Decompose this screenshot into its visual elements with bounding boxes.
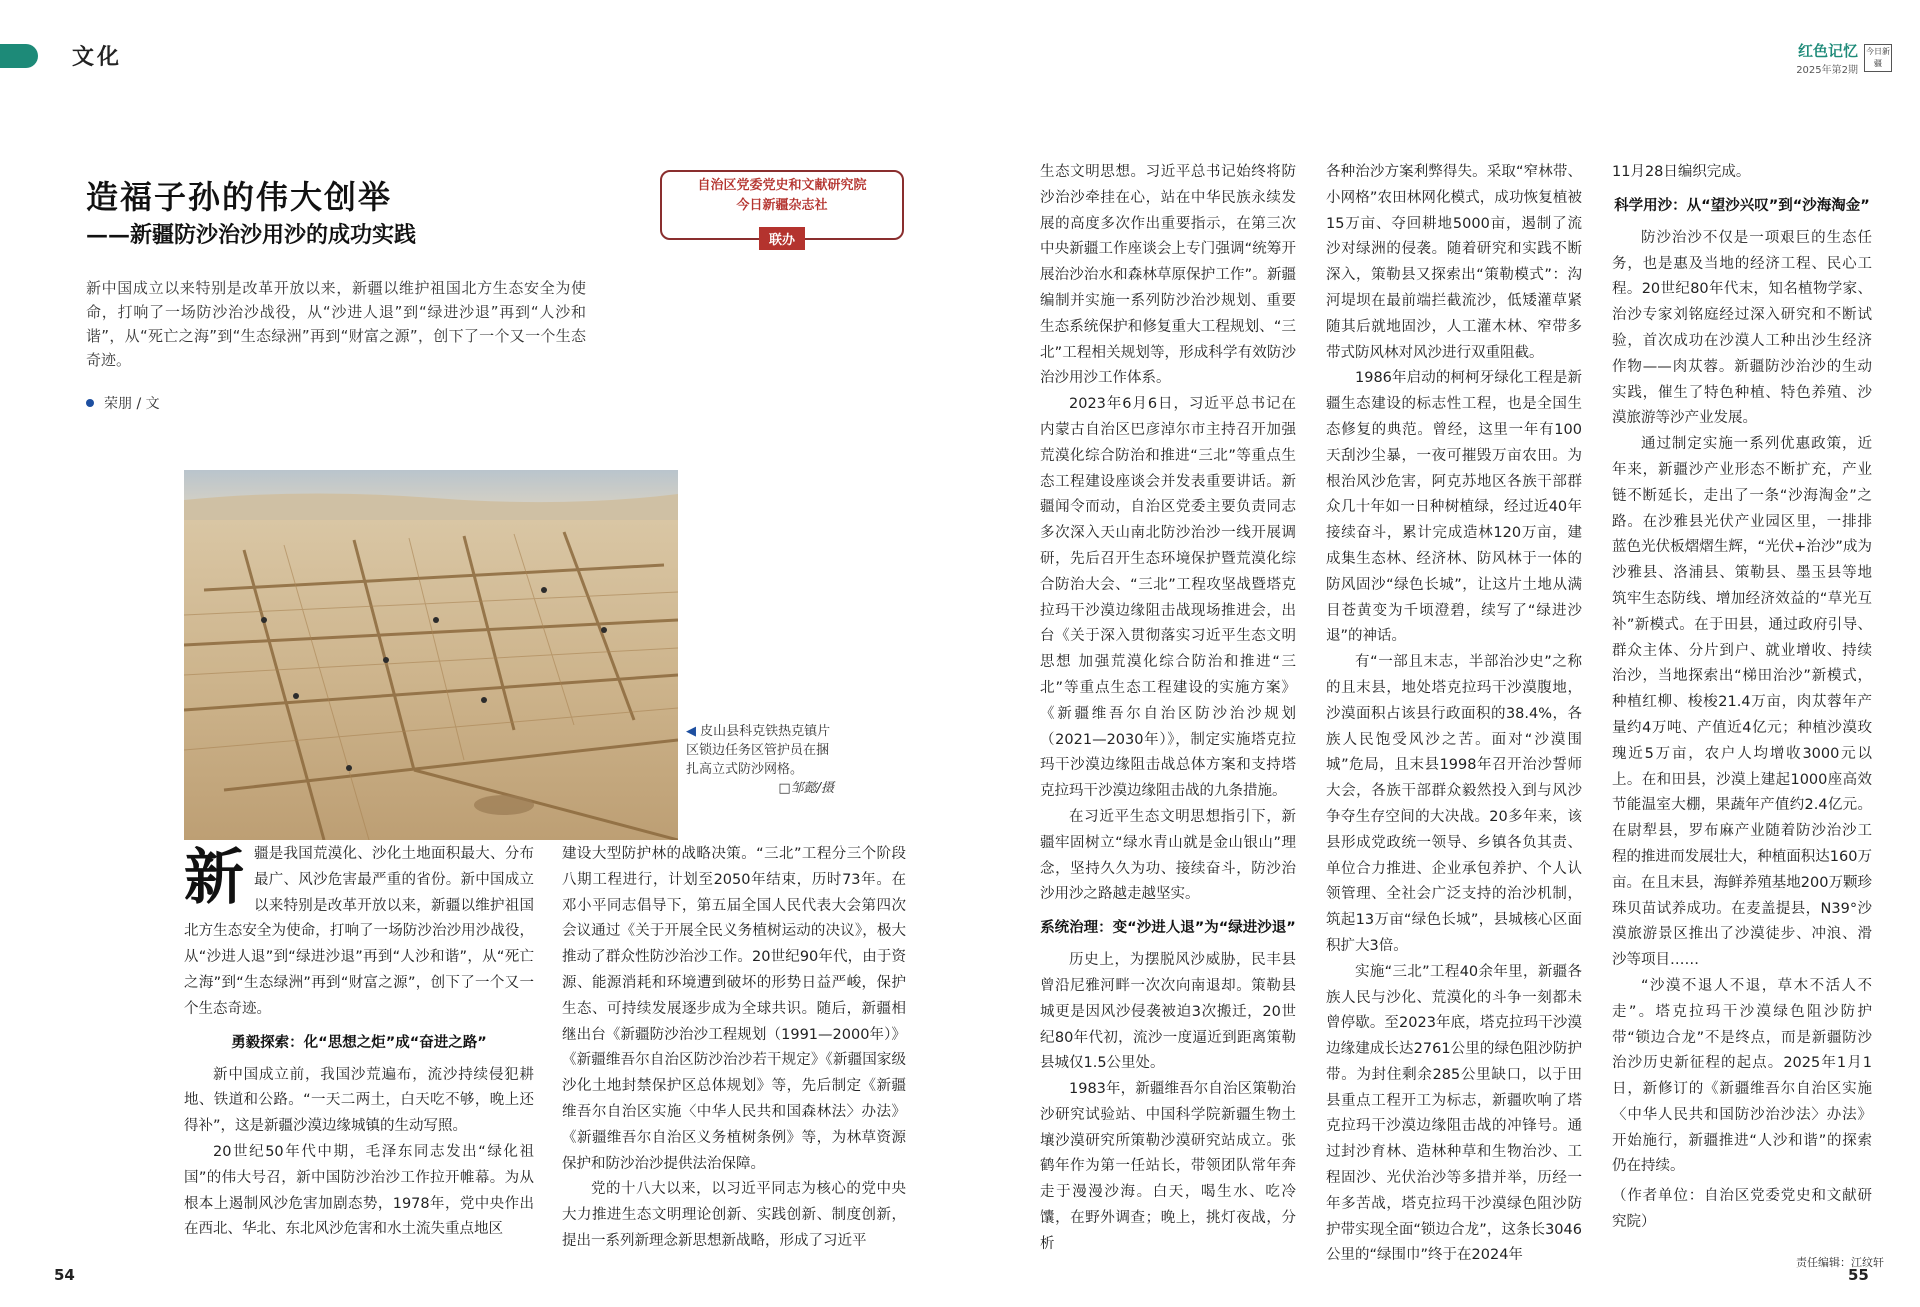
paragraph: “沙漠不退人不退，草木不活人不走”。塔克拉玛干沙漠绿色阻沙防护带“锁边合龙”不是终点，而是新疆防沙治沙历史新征程的起点。2025年1月1日，新修订的《新疆维吾尔自治区实施〈中华人民共和国防沙治沙法〉办法》开始施行，新疆推进“人沙和谐”的探索仍在持续。	[1612, 977, 1872, 1175]
paragraph: 11月28日编织完成。	[1612, 164, 1751, 180]
section-heading-2: 系统治理：变“沙进人退”为“绿进沙退”	[1040, 920, 1296, 937]
co-organized-badge: 联办	[759, 227, 805, 250]
paragraph: 1986年启动的柯柯牙绿化工程是新疆生态建设的标志性工程，也是全国生态修复的典范。曾经，这里一年有100天刮沙尘暴，一夜可摧毁万亩农田。为根治风沙危害，阿克苏地区各族干部群众几十年如一日种树植绿，经过近40年接续奋斗，累计完成造林120万亩，建成集生态林、经济林、防风林于一体的防风固沙“绿色长城”，让这片土地从满目苍黄变为千顷澄碧，续写了“绿进沙退”的神话。	[1326, 370, 1582, 645]
paragraph: 新中国成立前，我国沙荒遍布，流沙持续侵犯耕地、铁道和公路。“一天二两土，白天吃不够，晚上还得补”，这是新疆沙漠边缘城镇的生动写照。	[184, 1066, 534, 1135]
paragraph: 各种治沙方案利弊得失。采取“窄林带、小网格”农田林网化模式，成功恢复植被15万亩、夺回耕地5000亩，遏制了流沙对绿洲的侵袭。随着研究和实践不断深入，策勒县又探索出“策勒模式”：沟河堤坝在最前端拦截流沙，低矮灌草紧随其后就地固沙，人工灌木林、窄带多带式防风林对风沙进行双重阻截。	[1326, 164, 1582, 361]
section-heading-1: 勇毅探索：化“思想之炬”成“奋进之路”	[231, 1034, 487, 1051]
desert-grid-photo	[184, 470, 678, 840]
section-tab-marker	[0, 44, 38, 68]
text-column-4	[1326, 160, 1582, 1269]
magazine-header	[1796, 40, 1892, 76]
article-subtitle: ——新疆防沙治沙用沙的成功实践	[86, 222, 417, 248]
organizer-box	[660, 170, 904, 248]
author-dot-icon	[86, 399, 94, 407]
paragraph: 通过制定实施一系列优惠政策，近年来，新疆沙产业形态不断扩充，产业链不断延长，走出了一条“沙海淘金”之路。在沙雅县光伏产业园区里，一排排蓝色光伏板熠熠生辉，“光伏+治沙”成为沙雅县、洛浦县、策勒县、墨玉县等地筑牢生态防线、增加经济效益的“草光互补”新模式。在于田县，通过政府引导、群众主体、分片到户、就业增收、持续治沙，当地探索出“梯田治沙”新模式，种植红柳、梭梭21.4万亩，肉苁蓉年产量约4万吨、产值近4亿元；种植沙漠玫瑰近5万亩，农户人均增收3000元以上。在和田县，沙漠上建起1000座高效节能温室大棚，果蔬年产值约2.4亿元。在尉犁县，罗布麻产业随着防沙治沙工程的推进而发展壮大，种植面积达160万亩。在且末县，海鲜养殖基地200万颗珍珠贝苗试养成功。在麦盖提县，N39°沙漠旅游景区推出了沙漠徒步、冲浪、滑沙等项目……	[1612, 436, 1872, 969]
paragraph: 20世纪50年代中期，毛泽东同志发出“绿化祖国”的伟大号召，新中国防沙治沙工作拉开帷幕。为从根本上遏制风沙危害加剧态势，1978年，党中央作出在西北、华北、东北风沙危害和水土流失重点地区	[184, 1143, 534, 1238]
article-title: 造福子孙的伟大创举	[86, 178, 393, 216]
paragraph: 在习近平生态文明思想指引下，新疆牢固树立“绿水青山就是金山银山”理念，坚持久久为功、接续奋斗，防沙治沙用沙之路越走越坚实。	[1040, 808, 1296, 903]
page-number-left: 54	[54, 1266, 75, 1284]
caption-arrow-icon: ◀	[686, 724, 701, 739]
paragraph: 2023年6月6日，习近平总书记在内蒙古自治区巴彦淖尔市主持召开加强荒漠化综合防治和推进“三北”等重点生态工程建设座谈会并发表重要讲话。新疆闻令而动，自治区党委主要负责同志多次深入天山南北防沙治沙一线开展调研，先后召开生态环境保护暨荒漠化综合防治大会、“三北”工程攻坚战暨塔克拉玛干沙漠边缘阻击战现场推进会，出台《关于深入贯彻落实习近平生态文明思想 加强荒漠化综合防治和推进“三北”等重点生态工程建设的实施方案》《新疆维吾尔自治区防沙治沙规划（2021—2030年）》，制定实施塔克拉玛干沙漠边缘阻击战总体方案和支持塔克拉玛干沙漠边缘阻击战的九条措施。	[1040, 396, 1296, 800]
author-unit: （作者单位：自治区党委党史和文献研究院）	[1612, 1188, 1872, 1231]
organizer-line-2: 今日新疆杂志社	[736, 198, 828, 213]
paragraph: 有“一部且末志，半部治沙史”之称的且末县，地处塔克拉玛干沙漠腹地，沙漠面积占该县行政面积的38.4%，各族人民饱受风沙之苦。面对“沙漠围城”危局，且末县1998年召开治沙誓师大会，各族干部群众毅然投入到与风沙争夺生存空间的大决战。20多年来，该县形成党政统一领导、乡镇各负其责、单位合力推进、企业承包养护、个人认领管理、全社会广泛支持的治沙机制，筑起13万亩“绿色长城”，县城核心区面积扩大3倍。	[1326, 654, 1582, 954]
paragraph: 党的十八大以来，以习近平同志为核心的党中央大力推进生态文明理论创新、实践创新、制度创新，提出一系列新理念新思想新战略，形成了习近平	[562, 1181, 906, 1249]
article-intro: 新中国成立以来特别是改革开放以来，新疆以维护祖国北方生态安全为使命，打响了一场防沙治沙战役，从“沙进人退”到“绿进沙退”再到“人沙和谐”，从“死亡之海”到“生态绿洲”再到“财富之源”，创下了一个又一个生态奇迹。	[86, 279, 586, 369]
paragraph: 历史上，为摆脱风沙威胁，民丰县曾沿尼雅河畔一次次向南退却。策勒县城更是因风沙侵袭被迫3次搬迁，20世纪80年代初，流沙一度逼近到距离策勒县城仅1.5公里处。	[1040, 952, 1296, 1072]
text-column-2	[562, 842, 906, 1255]
author-name: 荣朋 / 文	[104, 396, 160, 412]
paragraph: 生态文明思想。习近平总书记始终将防沙治沙牵挂在心，站在中华民族永续发展的高度多次作出重要指示，在第三次中央新疆工作座谈会上专门强调“统筹开展治沙治水和森林草原保护工作”。新疆编制并实施一系列防沙治沙规划、重要生态系统保护和修复重大工程规划、“三北”工程相关规划等，形成科学有效防沙治沙用沙工作体系。	[1040, 164, 1296, 387]
author-byline	[86, 393, 160, 413]
paragraph: 防沙治沙不仅是一项艰巨的生态任务，也是惠及当地的经济工程、民心工程。20世纪80年代末，知名植物学家、治沙专家刘铭庭经过深入研究和不断试验，首次成功在沙漠人工种出沙生经济作物——肉苁蓉。新疆防沙治沙的生动实践，催生了特色种植、特色养殖、沙漠旅游等沙产业发展。	[1612, 229, 1872, 427]
paragraph: 建设大型防护林的战略决策。“三北”工程分三个阶段八期工程进行，计划至2050年结束，历时73年。在邓小平同志倡导下，第五届全国人民代表大会第四次会议通过《关于开展全民义务植树运动的决议》，极大推动了群众性防沙治沙工作。20世纪90年代，由于资源、能源消耗和环境遭到破坏的形势日益严峻，保护生态、可持续发展逐步成为全球共识。随后，新疆相继出台《新疆防沙治沙工程规划（1991—2000年）》《新疆维吾尔自治区防沙治沙若干规定》《新疆国家级沙化土地封禁保护区总体规划》等，先后制定《新疆维吾尔自治区实施〈中华人民共和国森林法〉办法》《新疆维吾尔自治区义务植树条例》等，为林草资源保护和防沙治沙提供法治保障。	[562, 846, 906, 1172]
text-column-5	[1612, 160, 1872, 1236]
page-number-right: 55	[1848, 1266, 1869, 1284]
paragraph: 实施“三北”工程40余年里，新疆各族人民与沙化、荒漠化的斗争一刻都未曾停歇。至2023年底，塔克拉玛干沙漠边缘建成长达2761公里的绿色阻沙防护带。为封住剩余285公里缺口，以于田县重点工程开工为标志，新疆吹响了塔克拉玛干沙漠边缘阻击战的冲锋号。通过封沙育林、造林种草和生物治沙、工程固沙、光伏治沙等多措并举，历经一年多苦战，塔克拉玛干沙漠绿色阻沙防护带实现全面“锁边合龙”，这条长3046公里的“绿围巾”终于在2024年	[1326, 963, 1582, 1264]
text-column-3	[1040, 160, 1296, 1258]
responsible-editor: 责任编辑：江纹轩	[1796, 1256, 1884, 1269]
photo-caption: ◀ 皮山县科克铁热克镇片区锁边任务区管护员在捆扎高立式防沙网格。 □邹懿/摄	[686, 724, 834, 796]
section-heading-3: 科学用沙：从“望沙兴叹”到“沙海淘金”	[1614, 197, 1870, 214]
magazine-logo: 今日新疆	[1864, 44, 1892, 72]
text-column-1	[184, 842, 534, 1243]
dropcap: 新	[184, 843, 244, 913]
paragraph: 1983年，新疆维吾尔自治区策勒治沙研究试验站、中国科学院新疆生物土壤沙漠研究所策勒沙漠研究站成立。张鹤年作为第一任站长，带领团队常年奔走于漫漫沙海。白天，喝生水、吃冷馕，在野外调查；晚上，挑灯夜战，分析	[1040, 1081, 1296, 1252]
section-name: 文化	[72, 45, 123, 70]
magazine-column-title: 红色记忆	[1797, 42, 1858, 60]
issue-number: 2025年第2期	[1796, 65, 1858, 76]
organizer-line-1: 自治区党委党史和文献研究院	[697, 178, 867, 193]
paragraph: 疆是我国荒漠化、沙化土地面积最大、分布最广、风沙危害最严重的省份。新中国成立以来特别是改革开放以来，新疆以维护祖国北方生态安全为使命，打响了一场防沙治沙用沙战役，从“沙进人退”到“绿进沙退”再到“人沙和谐”，从“死亡之海”到“生态绿洲”再到“财富之源”，创下了一个又一个生态奇迹。	[184, 846, 534, 1017]
photo-credit: □邹懿/摄	[778, 781, 834, 796]
